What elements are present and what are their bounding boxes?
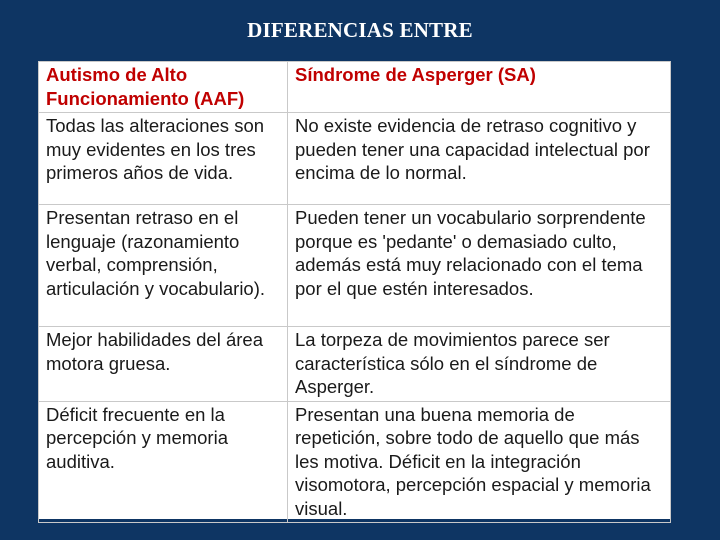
table-row	[39, 113, 671, 205]
cell-aaf: Presentan retraso en el lenguaje (razonamiento verbal, comprensión, articulación y vocabulario).	[39, 205, 288, 327]
cell-sa: Pueden tener un vocabulario sorprendente porque es 'pedante' o demasiado culto, además está muy relacionado con el tema por el que estén interesados.	[288, 205, 671, 327]
header-sa: Síndrome de Asperger (SA)	[288, 62, 671, 113]
table-row	[39, 327, 671, 402]
cell-sa: La torpeza de movimientos parece ser característica sólo en el síndrome de Asperger.	[288, 327, 671, 402]
cell-aaf: Déficit frecuente en la percepción y memoria auditiva.	[39, 401, 288, 523]
comparison-table	[38, 61, 671, 523]
cell-sa: Presentan una buena memoria de repetición, sobre todo de aquello que más les motiva. Déficit en la integración visomotora, percepción espacial y memoria visual.	[288, 401, 671, 523]
comparison-table-container	[38, 61, 670, 519]
header-aaf: Autismo de Alto Funcionamiento (AAF)	[39, 62, 288, 113]
cell-aaf: Mejor habilidades del área motora gruesa.	[39, 327, 288, 402]
cell-sa: No existe evidencia de retraso cognitivo y pueden tener una capacidad intelectual por encima de lo normal.	[288, 113, 671, 205]
table-header-row	[39, 62, 671, 113]
table-row	[39, 401, 671, 523]
slide-title: DIFERENCIAS ENTRE	[247, 18, 473, 42]
cell-aaf: Todas las alteraciones son muy evidentes en los tres primeros años de vida.	[39, 113, 288, 205]
table-row	[39, 205, 671, 327]
